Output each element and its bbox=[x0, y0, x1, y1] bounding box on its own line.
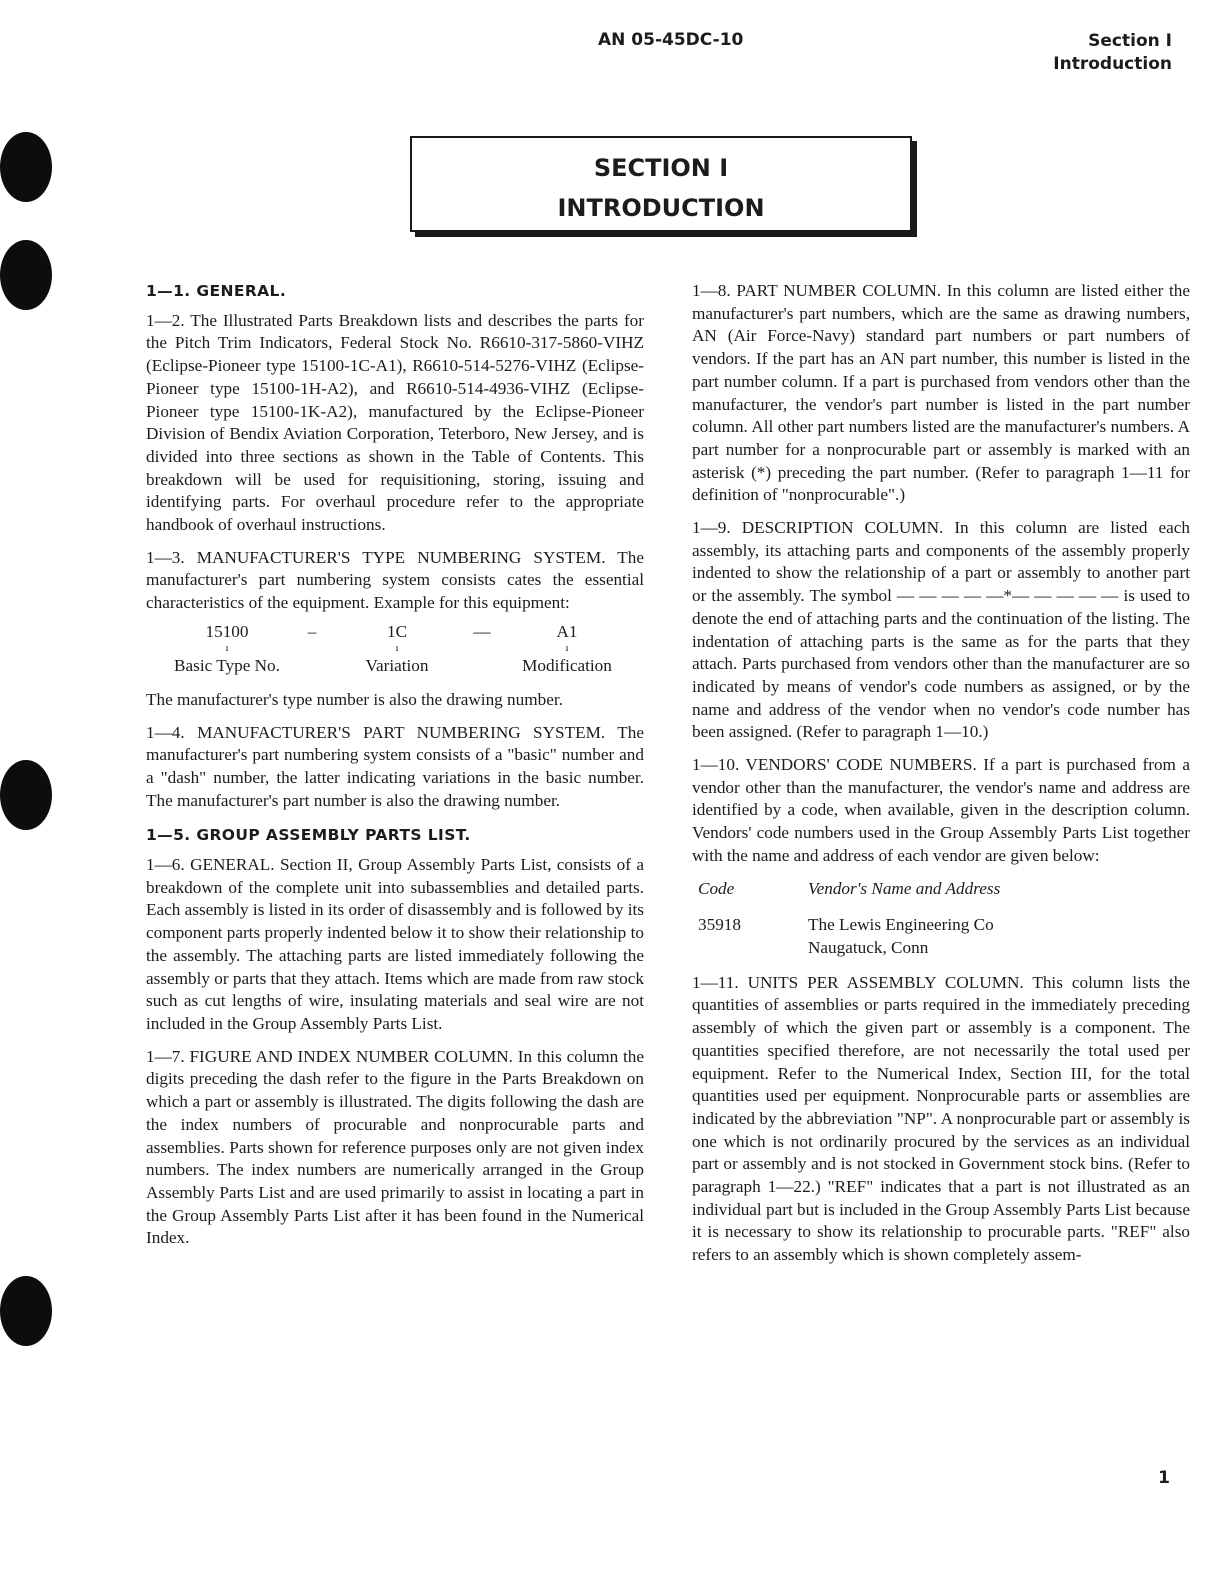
vendor-col-name: Vendor's Name and Address bbox=[808, 878, 1001, 898]
vendor-address: Naugatuck, Conn bbox=[808, 937, 929, 957]
paragraph-1-10: 1—10. VENDORS' CODE NUMBERS. If a part is purchased from a vendor other than the manufacturer, the vendor's name and address are identified by a code, when available, given in the description column. Vendors' code numbers used in the Group Assembly Parts List together with the name and address of each vendor are given below: bbox=[692, 755, 1190, 865]
left-column bbox=[146, 280, 644, 1260]
section-number: SECTION I bbox=[593, 154, 729, 182]
paragraph-1-8: 1—8. PART NUMBER COLUMN. In this column are listed either the manufacturer's part numbers, which are the same as drawing numbers, AN (Air Force-Navy) standard part numbers or part numbers of vendors. If the part has an AN part number, this number is listed in the part number column. If a part is purchased from vendors other than the manufacturer, the vendor's part number is listed in the part number column. All other part numbers listed are the manufacturer's numbers. A part number for a nonprocurable part or assembly is marked with an asterisk (*) preceding the part number. (Refer to paragraph 1—11 for definition of "nonprocurable".) bbox=[692, 281, 1190, 505]
punch-hole bbox=[0, 240, 52, 310]
vendor-code-table bbox=[698, 878, 1190, 960]
type-number-example bbox=[162, 621, 632, 677]
type-tick: ı bbox=[395, 641, 399, 654]
type-label-variation: Variation bbox=[365, 655, 429, 675]
section-name: INTRODUCTION bbox=[557, 194, 765, 222]
paragraph-1-11: 1—11. UNITS PER ASSEMBLY COLUMN. This column lists the quantities of assemblies or parts required in the immediately preceding assembly of which the given part or assembly is a component. The quantities specified therefore, are not necessarily the total used per equipment. Refer to the Numerical Index, Section III, for the total quantities used per equipment. Nonprocurable parts or assemblies are indicated by the abbreviation "NP". A nonprocurable part or assembly is one which is not ordinarily procured by the services as an individual part or assembly and is not stocked in Government stock bins. (Refer to paragraph 1—22.) "REF" indicates that a part is not illustrated as an individual part but is included in the Group Assembly Parts List because it is necessary to show its relationship to procurable parts. "REF" also refers to an assembly which is shown completely assem- bbox=[692, 972, 1190, 1265]
type-label-basic: Basic Type No. bbox=[174, 655, 280, 675]
paragraph-1-2: 1—2. The Illustrated Parts Breakdown lists and describes the parts for the Pitch Trim Indicators, Federal Stock No. R6610-317-5860-VIHZ (Eclipse-Pioneer type 15100-1C-A1), R6610-514-5276-VIHZ (Eclipse-Pioneer type 15100-1H-A2), and R6610-514-4936-VIHZ (Eclipse-Pioneer type 15100-1K-A2), manufactured by the Eclipse-Pioneer Division of Bendix Aviation Corporation, Teterboro, New Jersey, and is divided into three sections as shown in the Table of Contents. This breakdown will be used for requisitioning, storing, issuing and identifying parts. For overhaul procedure refer to the appropriate handbook of overhaul instructions. bbox=[146, 310, 644, 535]
vendor-table-header bbox=[698, 878, 1190, 901]
punch-hole bbox=[0, 760, 52, 830]
vendor-col-code: Code bbox=[698, 878, 735, 898]
paragraph-1-6: 1—6. GENERAL. Section II, Group Assembly Parts List, consists of a breakdown of the complete unit into subassemblies and detailed parts. Each assembly is listed in its order of disassembly and is followed by its component parts properly indented below it to show their relationship to the assembly. The attaching parts are listed immediately following the assembly or parts that they attach. Items which are made from raw stock such as cut lengths of wire, insulating materials and seal wire are not included in the Group Assembly Parts List. bbox=[146, 855, 644, 1033]
type-dash: – bbox=[307, 621, 317, 641]
type-basic-number: 15100 bbox=[205, 621, 249, 641]
type-tick: ı bbox=[565, 641, 569, 654]
paragraph-1-9: 1—9. DESCRIPTION COLUMN. In this column are listed each assembly, its attaching parts and components of the assembly properly indented to show the relationship of a part or assembly to another part or the assembly. The symbol — — — — —*— — — — — is used to denote the end of attaching parts and the continuation of the listing. The indentation of attaching parts is the same as for the parts that they attach. Parts purchased from vendors other than the manufacturer are so indicated by means of vendor's code numbers as assigned, or by the name and address of the vendor when no vendor's code number has been assigned. (Refer to paragraph 1—10.) bbox=[692, 518, 1190, 742]
paragraph-1-7: 1—7. FIGURE AND INDEX NUMBER COLUMN. In this column the digits preceding the dash refer to the figure in the Parts Breakdown on which a part or assembly is illustrated. The digits following the dash are the index numbers of procurable and nonprocurable parts and assemblies. Parts shown for reference purposes only are not given index numbers. The index numbers are numerically arranged in the Group Assembly Parts List and are used primarily to assist in locating a part in the Group Assembly Parts List after it has been found in the Numerical Index. bbox=[146, 1046, 644, 1248]
heading-general: 1—1. GENERAL. bbox=[146, 282, 287, 300]
type-modification-code: A1 bbox=[556, 621, 578, 641]
right-column bbox=[692, 280, 1190, 1277]
paragraph-1-3: 1—3. MANUFACTURER'S TYPE NUMBERING SYSTEM. The manufacturer's part numbering system consists cates the essential characteristics of the equipment. Example for this equipment: bbox=[146, 547, 644, 613]
type-dash: — bbox=[473, 621, 491, 641]
type-tick: ı bbox=[225, 641, 229, 654]
type-variation-code: 1C bbox=[386, 621, 408, 641]
vendor-table-row bbox=[698, 914, 1190, 959]
document-number: AN 05-45DC-10 bbox=[598, 30, 744, 50]
vendor-name: The Lewis Engineering Co bbox=[808, 915, 994, 935]
section-title-box bbox=[410, 136, 912, 232]
page-number: 1 bbox=[1158, 1468, 1170, 1488]
type-label-modification: Modification bbox=[522, 655, 612, 675]
punch-hole bbox=[0, 1276, 52, 1346]
running-header-title: Introduction bbox=[1053, 54, 1172, 74]
vendor-code: 35918 bbox=[698, 915, 741, 935]
running-header bbox=[1053, 30, 1172, 76]
running-header-section: Section I bbox=[1088, 31, 1172, 51]
paragraph-1-4: 1—4. MANUFACTURER'S PART NUMBERING SYSTEM. The manufacturer's part numbering system consists of a "basic" number and a "dash" number, the latter indicating variations in the basic number. The manufacturer's part number is also the drawing number. bbox=[146, 722, 644, 810]
punch-hole bbox=[0, 132, 52, 202]
paragraph-1-3b: The manufacturer's type number is also the drawing number. bbox=[146, 689, 563, 709]
heading-group-assembly: 1—5. GROUP ASSEMBLY PARTS LIST. bbox=[146, 826, 471, 845]
